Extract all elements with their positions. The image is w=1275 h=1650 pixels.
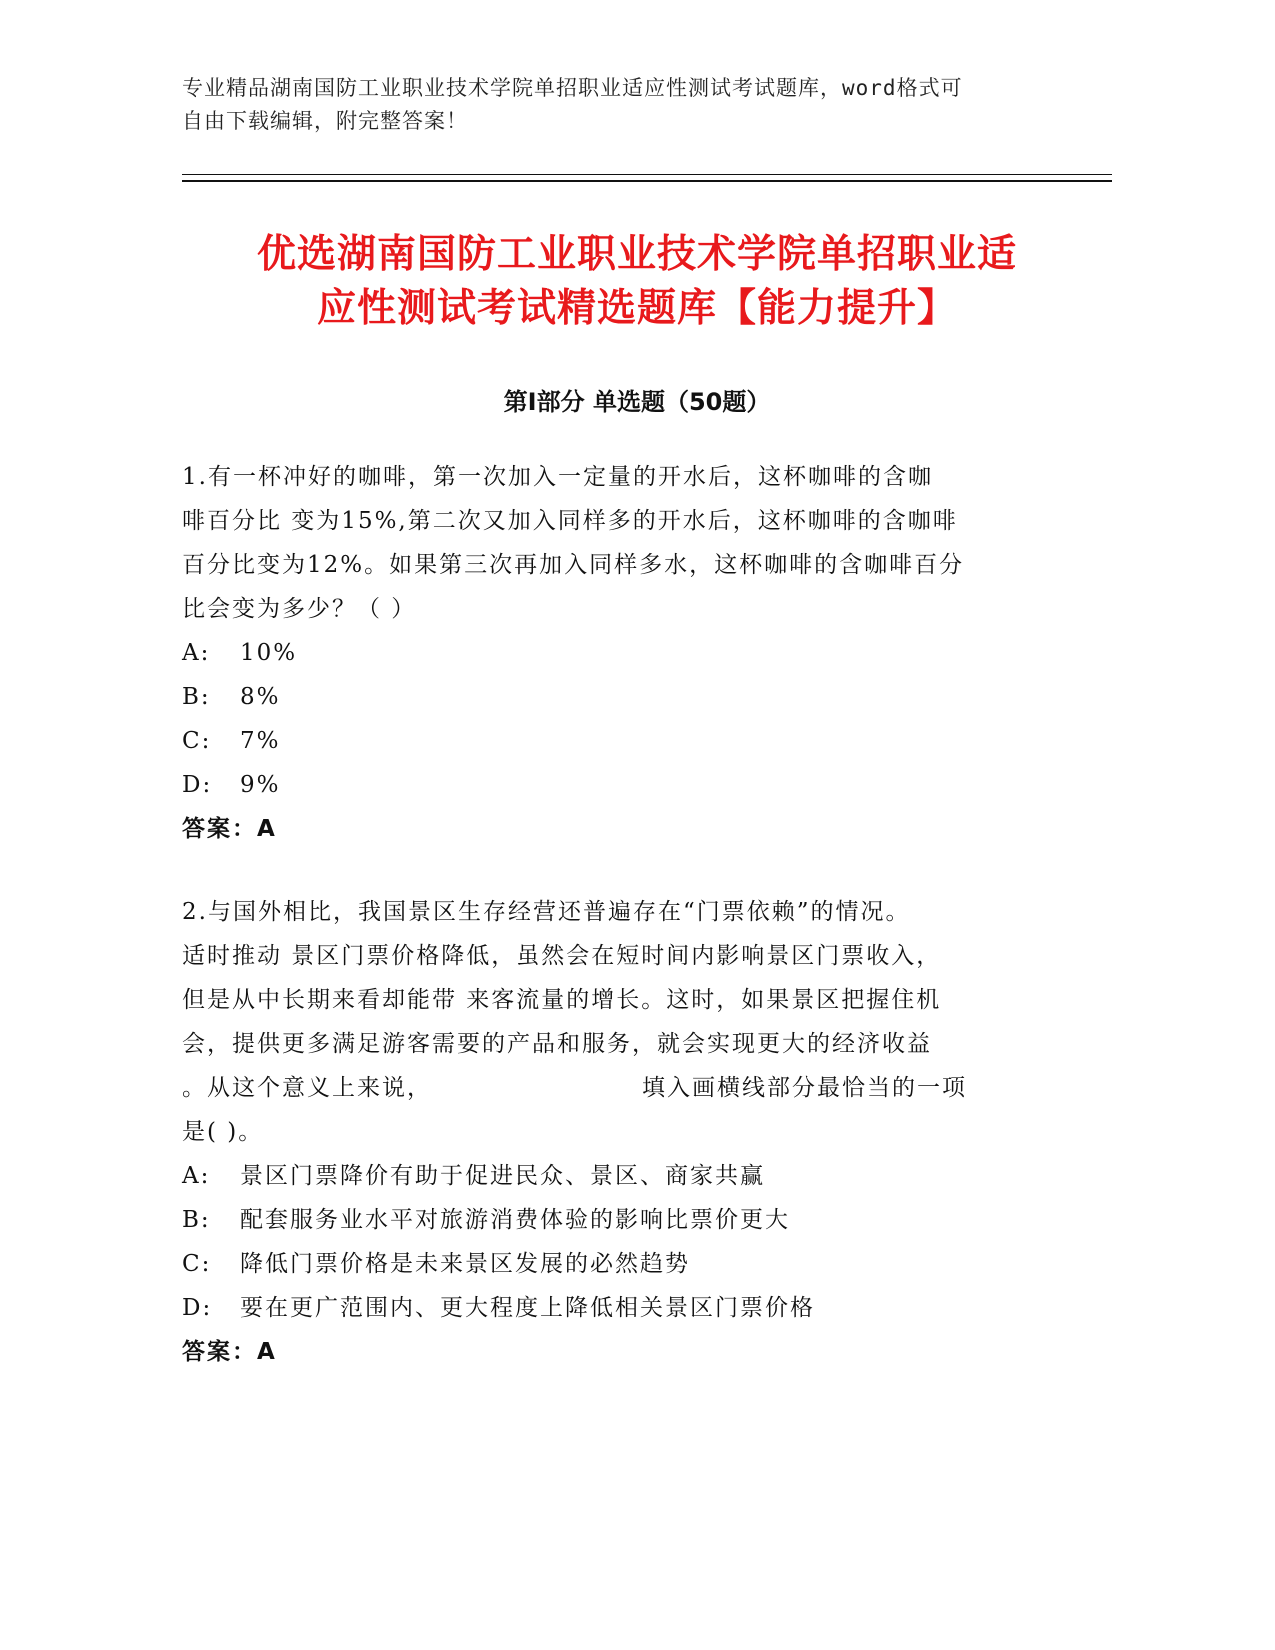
question-text-line: 是( )。 [182, 1119, 264, 1145]
option-key: D: [182, 772, 213, 798]
section-heading: 第Ⅰ部分 单选题（50题） [503, 388, 771, 416]
option-d [182, 1286, 1062, 1330]
document-header [182, 72, 1042, 138]
question-text-line: 2.与国外相比，我国景区生存经营还普遍存在“门票依赖”的情况。 [182, 899, 911, 925]
option-text: 景区门票降价有助于促进民众、景区、商家共赢 [240, 1163, 765, 1189]
option-c [182, 1242, 1062, 1286]
option-text: 配套服务业水平对旅游消费体验的影响比票价更大 [240, 1207, 790, 1233]
option-text: 7% [240, 728, 281, 754]
question-text-line: 1.有一杯冲好的咖啡，第一次加入一定量的开水后，这杯咖啡的含咖 [182, 464, 933, 490]
option-b [182, 1198, 1062, 1242]
option-key: C: [182, 1251, 212, 1277]
option-text: 8% [240, 684, 281, 710]
option-d [182, 763, 1062, 807]
option-key: A: [182, 1163, 211, 1189]
option-key: A: [182, 640, 211, 666]
question-1 [182, 455, 1062, 851]
document-title [182, 228, 1092, 336]
question-text-line: 适时推动 景区门票价格降低，虽然会在短时间内影响景区门票收入， [182, 943, 942, 969]
option-key: C: [182, 728, 212, 754]
header-line-1: 专业精品湖南国防工业职业技术学院单招职业适应性测试考试题库，word格式可 [182, 76, 963, 100]
option-b [182, 675, 1062, 719]
question-2 [182, 890, 1062, 1374]
question-text-line: 百分比变为12%。如果第三次再加入同样多水，这杯咖啡的含咖啡百分 [182, 552, 965, 578]
question-text-line: 但是从中长期来看却能带 来客流量的增长。这时，如果景区把握住机 [182, 987, 942, 1013]
title-line-1: 优选湖南国防工业职业技术学院单招职业适 [256, 232, 1017, 277]
question-text-line: 啡百分比 变为15%,第二次又加入同样多的开水后，这杯咖啡的含咖啡 [182, 508, 958, 534]
option-text: 要在更广范围内、更大程度上降低相关景区门票价格 [240, 1295, 815, 1321]
option-a [182, 631, 1062, 675]
option-text: 10% [240, 640, 298, 666]
option-text: 9% [240, 772, 281, 798]
header-divider-thick [182, 180, 1112, 182]
header-divider-thin [182, 174, 1112, 175]
option-key: D: [182, 1295, 213, 1321]
answer-label: 答案：A [182, 816, 277, 842]
header-line-2: 自由下载编辑，附完整答案！ [182, 109, 468, 133]
question-text-line: 比会变为多少？（ ） [182, 596, 417, 622]
question-text-fragment: 填入画横线部分最恰当的一项 [642, 1075, 967, 1101]
question-text-fragment: 。从这个意义上来说， [182, 1075, 432, 1101]
title-line-2: 应性测试考试精选题库【能力提升】 [316, 286, 957, 331]
option-key: B: [182, 1207, 211, 1233]
option-text: 降低门票价格是未来景区发展的必然趋势 [240, 1251, 690, 1277]
option-a [182, 1154, 1062, 1198]
question-text-line: 会，提供更多满足游客需要的产品和服务，就会实现更大的经济收益 [182, 1031, 932, 1057]
question-text-line [182, 1066, 1062, 1110]
option-key: B: [182, 684, 211, 710]
answer-label: 答案：A [182, 1339, 277, 1365]
option-c [182, 719, 1062, 763]
